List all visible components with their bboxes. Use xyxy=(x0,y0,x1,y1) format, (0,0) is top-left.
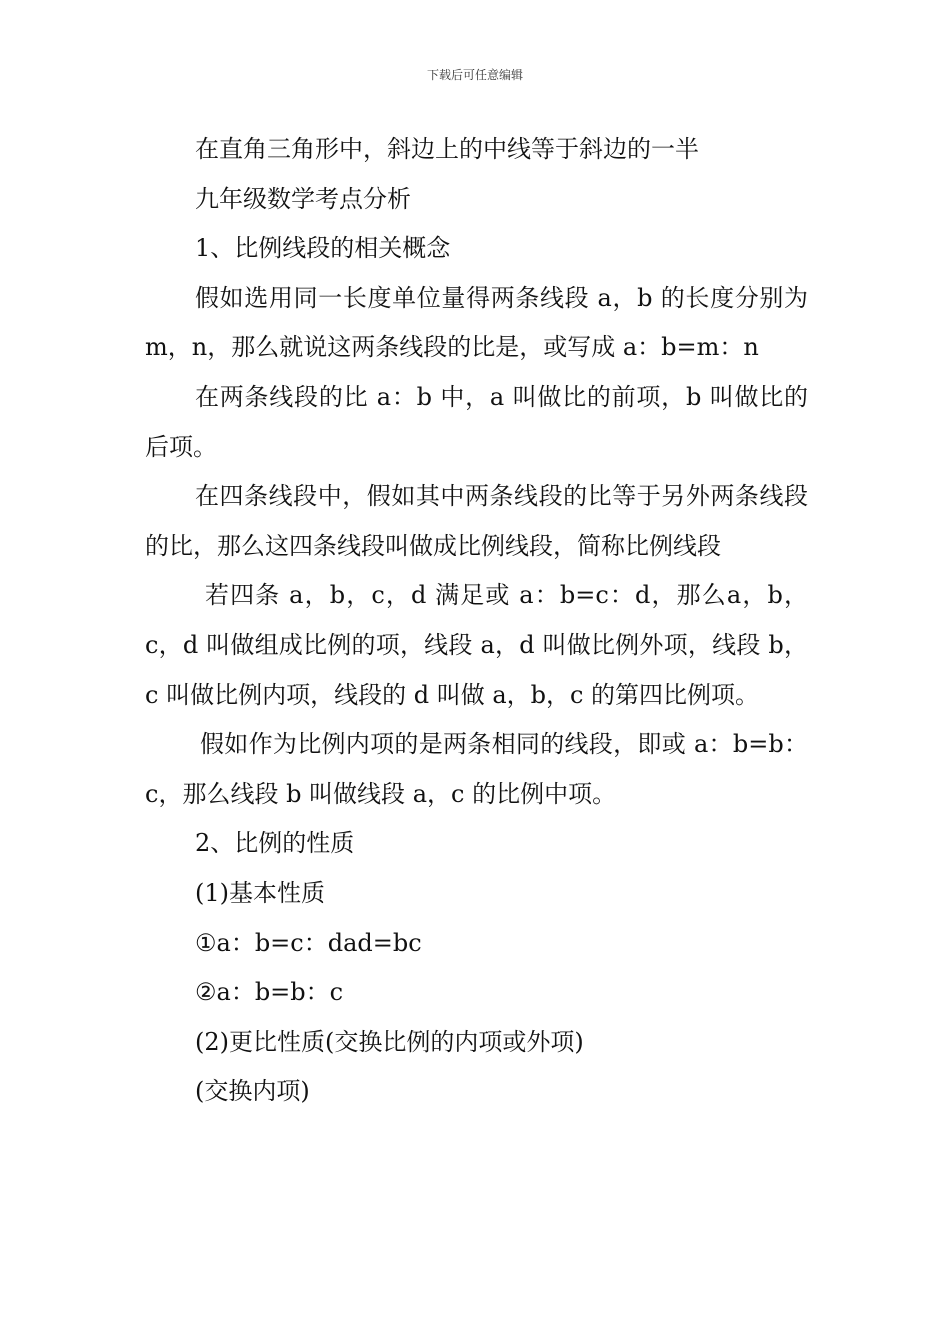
paragraph-section-title: 九年级数学考点分析 xyxy=(195,184,411,213)
paragraph-mean-proportional: 假如作为比例内项的是两条相同的线段，即或 a：b=b：c，那么线段 b 叫做线段 a，c 的比例中项。 xyxy=(145,730,808,808)
paragraph-heading-2: 2、比例的性质 xyxy=(195,829,355,858)
paragraph-ratio-definition: 假如选用同一长度单位量得两条线段 a，b 的长度分别为m，n，那么就说这两条线段的比是，或写成 a：b=m：n xyxy=(145,283,808,362)
paragraph-ratio-terms: 在两条线段的比 a：b 中，a 叫做比的前项，b 叫做比的后项。 xyxy=(145,382,808,461)
paragraph-heading-1: 1、比例线段的相关概念 xyxy=(195,234,451,263)
document-body xyxy=(145,125,808,1117)
paragraph-basic-property: (1)基本性质 xyxy=(195,878,325,907)
paragraph-formula-1: ①a：b=c：dad=bc xyxy=(195,928,422,957)
paragraph-swap-inner: (交换内项) xyxy=(195,1077,310,1106)
paragraph-proportion-terms: 若四条 a，b，c，d 满足或 a：b=c：d，那么a，b，c，d 叫做组成比例的项，线段 a，d 叫做比例外项，线段 b，c 叫做比例内项，线段的 d 叫做 a，b，c 的第四比例项。 xyxy=(145,581,808,709)
page-header-note: 下载后可任意编辑 xyxy=(426,68,523,82)
paragraph-alternation-property: (2)更比性质(交换比例的内项或外项) xyxy=(195,1027,584,1056)
paragraph-formula-2: ②a：b=b：c xyxy=(195,978,344,1007)
paragraph-median-theorem: 在直角三角形中，斜边上的中线等于斜边的一半 xyxy=(195,135,699,163)
paragraph-proportional-segments: 在四条线段中，假如其中两条线段的比等于另外两条线段的比，那么这四条线段叫做成比例线段，简称比例线段 xyxy=(145,482,808,560)
